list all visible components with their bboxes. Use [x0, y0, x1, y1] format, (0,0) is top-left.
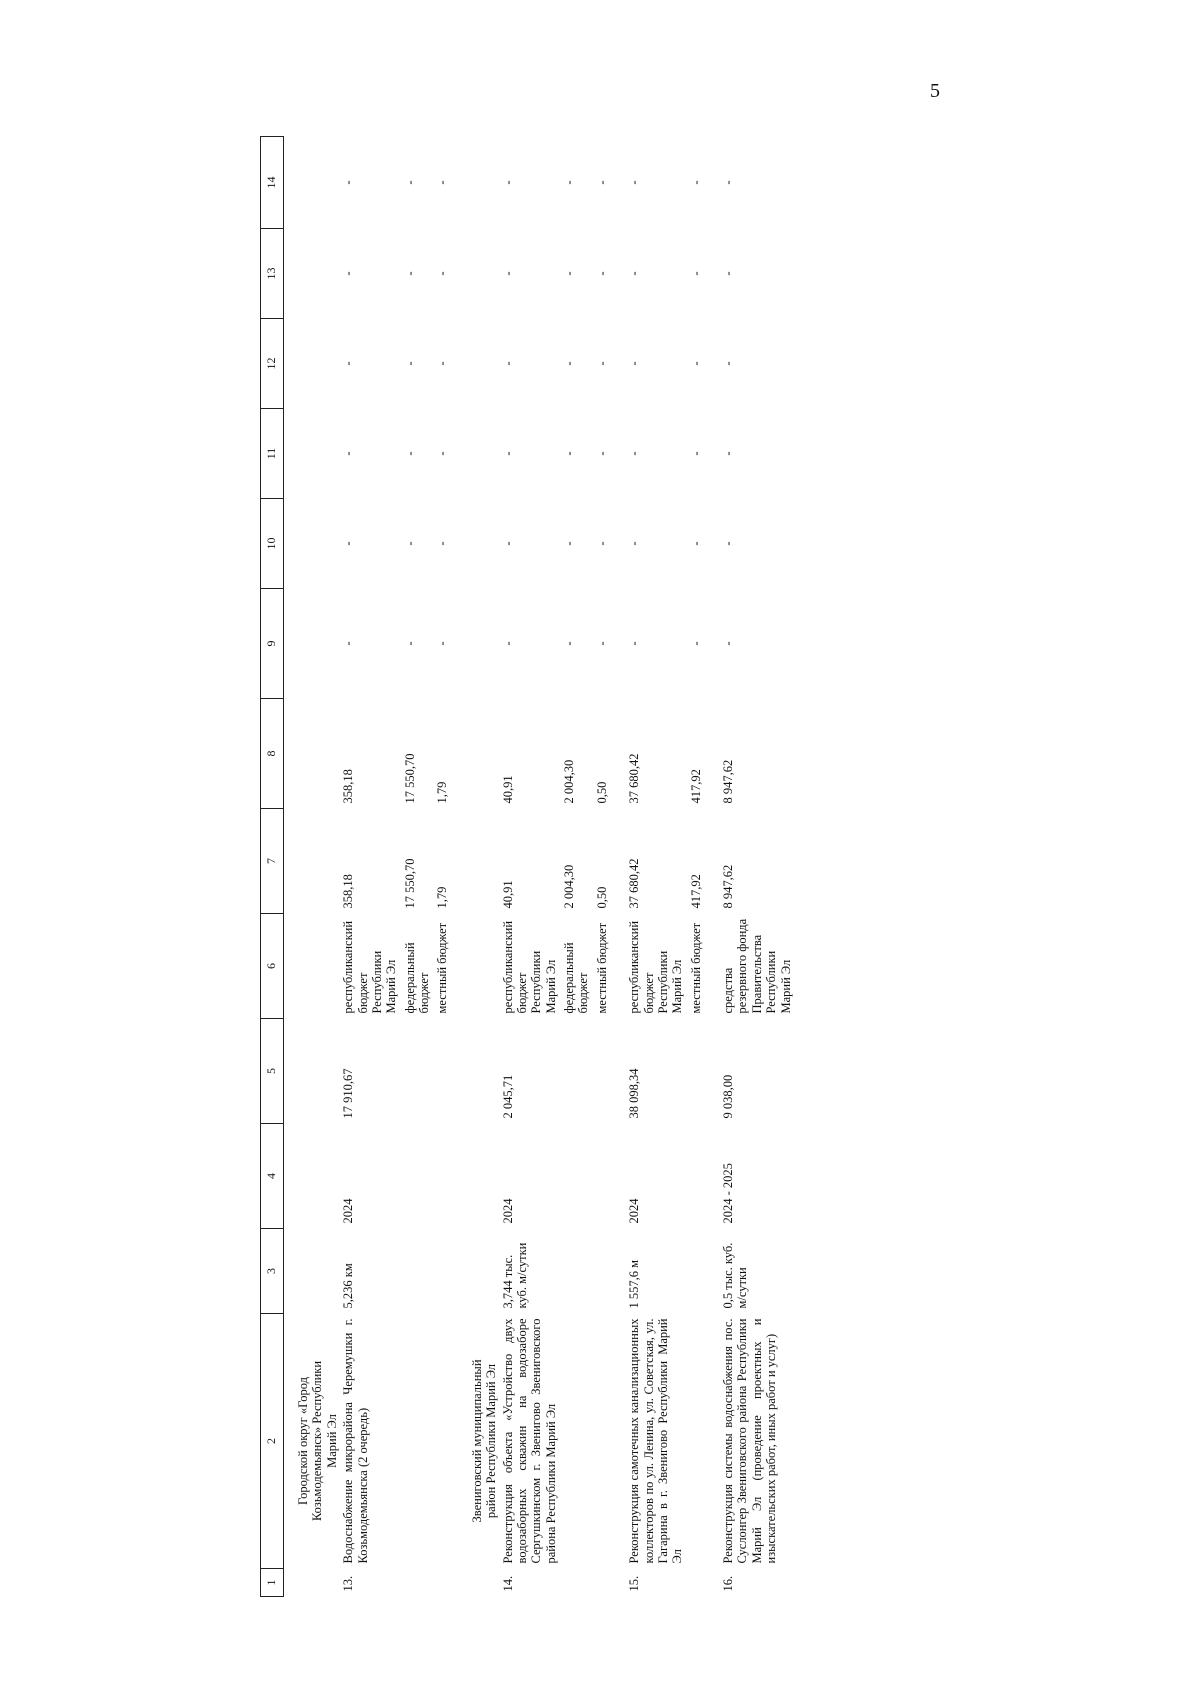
amount: - — [721, 271, 735, 276]
object-name: Реконструкция объекта «Устройство двух водозаборных скважин на водозаборе Сергушкинском г. Звенигово Звениговского района Республики Марий Эл — [500, 1318, 558, 1564]
amount: - — [341, 641, 356, 646]
total-cost: 38 098,34 — [627, 1068, 642, 1119]
amount: - — [721, 541, 735, 546]
amount: 17 550,70 — [402, 753, 417, 804]
amount: - — [688, 271, 703, 276]
amount: - — [341, 361, 356, 366]
years: 2024 — [341, 1198, 356, 1224]
funding-source: республиканский бюджет Республики Марий Эл — [341, 920, 399, 1014]
amount: - — [627, 541, 642, 546]
header-cell: 1 — [261, 1569, 284, 1597]
amount: 0,50 — [594, 781, 609, 804]
header-cell: 4 — [261, 1124, 284, 1229]
header-cell: 10 — [261, 499, 284, 589]
funding-source: федеральный бюджет — [562, 942, 591, 1014]
header-cell: 5 — [261, 1019, 284, 1124]
amount: - — [341, 271, 356, 276]
page-number: 5 — [930, 80, 940, 102]
amount: - — [721, 641, 735, 646]
amount: - — [627, 451, 642, 456]
group-title: Городской округ «Город Козьмодемьянск» Республики Марий Эл — [296, 1360, 339, 1522]
budget-table — [260, 136, 795, 1597]
object-name: Водоснабжение микрорайона Черемушки г. Козьмодемьянска (2 очередь) — [341, 1318, 370, 1564]
header-cell: 8 — [261, 699, 284, 809]
amount: - — [435, 451, 450, 456]
funding-source: федеральный бюджет — [402, 942, 431, 1014]
amount: - — [594, 451, 609, 456]
amount: - — [402, 641, 417, 646]
group-row — [296, 137, 339, 1597]
amount: - — [721, 451, 735, 456]
amount: - — [594, 180, 609, 185]
amount: - — [562, 641, 576, 646]
header-cell: 12 — [261, 319, 284, 409]
amount: - — [627, 641, 642, 646]
capacity: 1 557,6 м — [627, 1259, 642, 1309]
row-number: 16. — [721, 1575, 735, 1592]
amount: - — [688, 180, 703, 185]
amount: 1,79 — [435, 886, 450, 909]
table-header — [261, 137, 284, 1597]
table-row — [401, 137, 434, 1597]
header-cell: 3 — [261, 1229, 284, 1314]
amount: - — [594, 361, 609, 366]
amount: 8 947,62 — [721, 864, 735, 909]
amount: - — [435, 271, 450, 276]
capacity: 0,5 тыс. куб. м/сутки — [721, 1242, 750, 1309]
amount: 17 550,70 — [402, 858, 417, 909]
amount: 40,91 — [500, 775, 515, 804]
funding-source: республиканский бюджет Республики Марий Эл — [500, 920, 558, 1014]
amount: 40,91 — [500, 880, 515, 909]
amount: - — [688, 641, 703, 646]
rotated-table-container — [260, 137, 980, 1597]
table-row — [560, 137, 593, 1597]
amount: - — [402, 451, 417, 456]
amount: 417,92 — [688, 874, 703, 909]
amount: - — [402, 541, 417, 546]
amount: - — [435, 541, 450, 546]
years: 2024 - 2025 — [721, 1163, 735, 1224]
amount: - — [688, 451, 703, 456]
amount: - — [594, 271, 609, 276]
amount: - — [402, 271, 417, 276]
amount: 8 947,62 — [721, 759, 735, 804]
amount: - — [500, 541, 515, 546]
amount: - — [688, 541, 703, 546]
amount: - — [721, 180, 735, 185]
amount: 0,50 — [594, 886, 609, 909]
row-number: 13. — [341, 1575, 356, 1592]
table-row — [433, 137, 451, 1597]
amount: - — [341, 451, 356, 456]
funding-source: республиканский бюджет Республики Марий Эл — [627, 920, 685, 1014]
amount: - — [435, 641, 450, 646]
row-number: 15. — [627, 1575, 642, 1592]
years: 2024 — [500, 1198, 515, 1224]
header-cell: 9 — [261, 589, 284, 699]
funding-source: местный бюджет — [688, 922, 703, 1014]
amount: - — [435, 361, 450, 366]
header-cell: 2 — [261, 1314, 284, 1569]
amount: - — [562, 361, 576, 366]
object-name: Реконструкция самотечных канализационных коллекторов по ул. Ленина, ул. Советская, ул. Гагарина в г. Звенигово Республики Марий Эл — [627, 1318, 685, 1564]
amount: - — [594, 641, 609, 646]
group-title: Звениговский муниципальный район Республики Марий Эл — [469, 1359, 499, 1523]
amount: 358,18 — [341, 769, 356, 804]
amount: - — [594, 541, 609, 546]
amount: 2 004,30 — [562, 864, 576, 909]
capacity: 3,744 тыс. куб. м/сутки — [500, 1242, 529, 1309]
amount: - — [500, 641, 515, 646]
amount: - — [562, 271, 576, 276]
amount: - — [562, 451, 576, 456]
table-row — [499, 137, 561, 1597]
amount: - — [435, 180, 450, 185]
amount: 358,18 — [341, 874, 356, 909]
table-row — [339, 137, 401, 1597]
amount: - — [500, 271, 515, 276]
amount: 37 680,42 — [627, 753, 642, 804]
amount: - — [402, 180, 417, 185]
capacity: 5,236 км — [341, 1263, 356, 1309]
table-row — [625, 137, 687, 1597]
group-row — [470, 137, 499, 1597]
total-cost: 17 910,67 — [341, 1068, 356, 1119]
amount: - — [627, 361, 642, 366]
amount: - — [341, 180, 356, 185]
header-cell: 14 — [261, 137, 284, 229]
row-number: 14. — [500, 1575, 515, 1592]
funding-source: местный бюджет — [594, 922, 609, 1014]
amount: - — [627, 271, 642, 276]
amount: - — [562, 180, 576, 185]
object-name: Реконструкция системы водоснабжения пос. Суслонгер Звениговского района Республики Марий Эл (проведение проектных и изыскательских работ, иных работ и услуг) — [721, 1318, 779, 1564]
header-cell: 6 — [261, 914, 284, 1019]
amount: - — [500, 361, 515, 366]
header-cell: 7 — [261, 809, 284, 914]
amount: - — [688, 361, 703, 366]
funding-source: средства резервного фонда Правительства Республики Марий Эл — [721, 918, 793, 1014]
amount: - — [562, 541, 576, 546]
amount: - — [721, 361, 735, 366]
table-row — [593, 137, 611, 1597]
header-cell: 13 — [261, 229, 284, 319]
amount: - — [500, 451, 515, 456]
table-row — [719, 137, 795, 1597]
table-row — [687, 137, 705, 1597]
amount: 2 004,30 — [562, 759, 576, 804]
amount: - — [627, 180, 642, 185]
total-cost: 9 038,00 — [721, 1074, 735, 1119]
amount: - — [402, 361, 417, 366]
total-cost: 2 045,71 — [500, 1074, 515, 1119]
amount: 37 680,42 — [627, 858, 642, 909]
amount: - — [500, 180, 515, 185]
amount: 417,92 — [688, 769, 703, 804]
amount: 1,79 — [435, 781, 450, 804]
header-cell: 11 — [261, 409, 284, 499]
years: 2024 — [627, 1198, 642, 1224]
amount: - — [341, 541, 356, 546]
funding-source: местный бюджет — [435, 922, 450, 1014]
